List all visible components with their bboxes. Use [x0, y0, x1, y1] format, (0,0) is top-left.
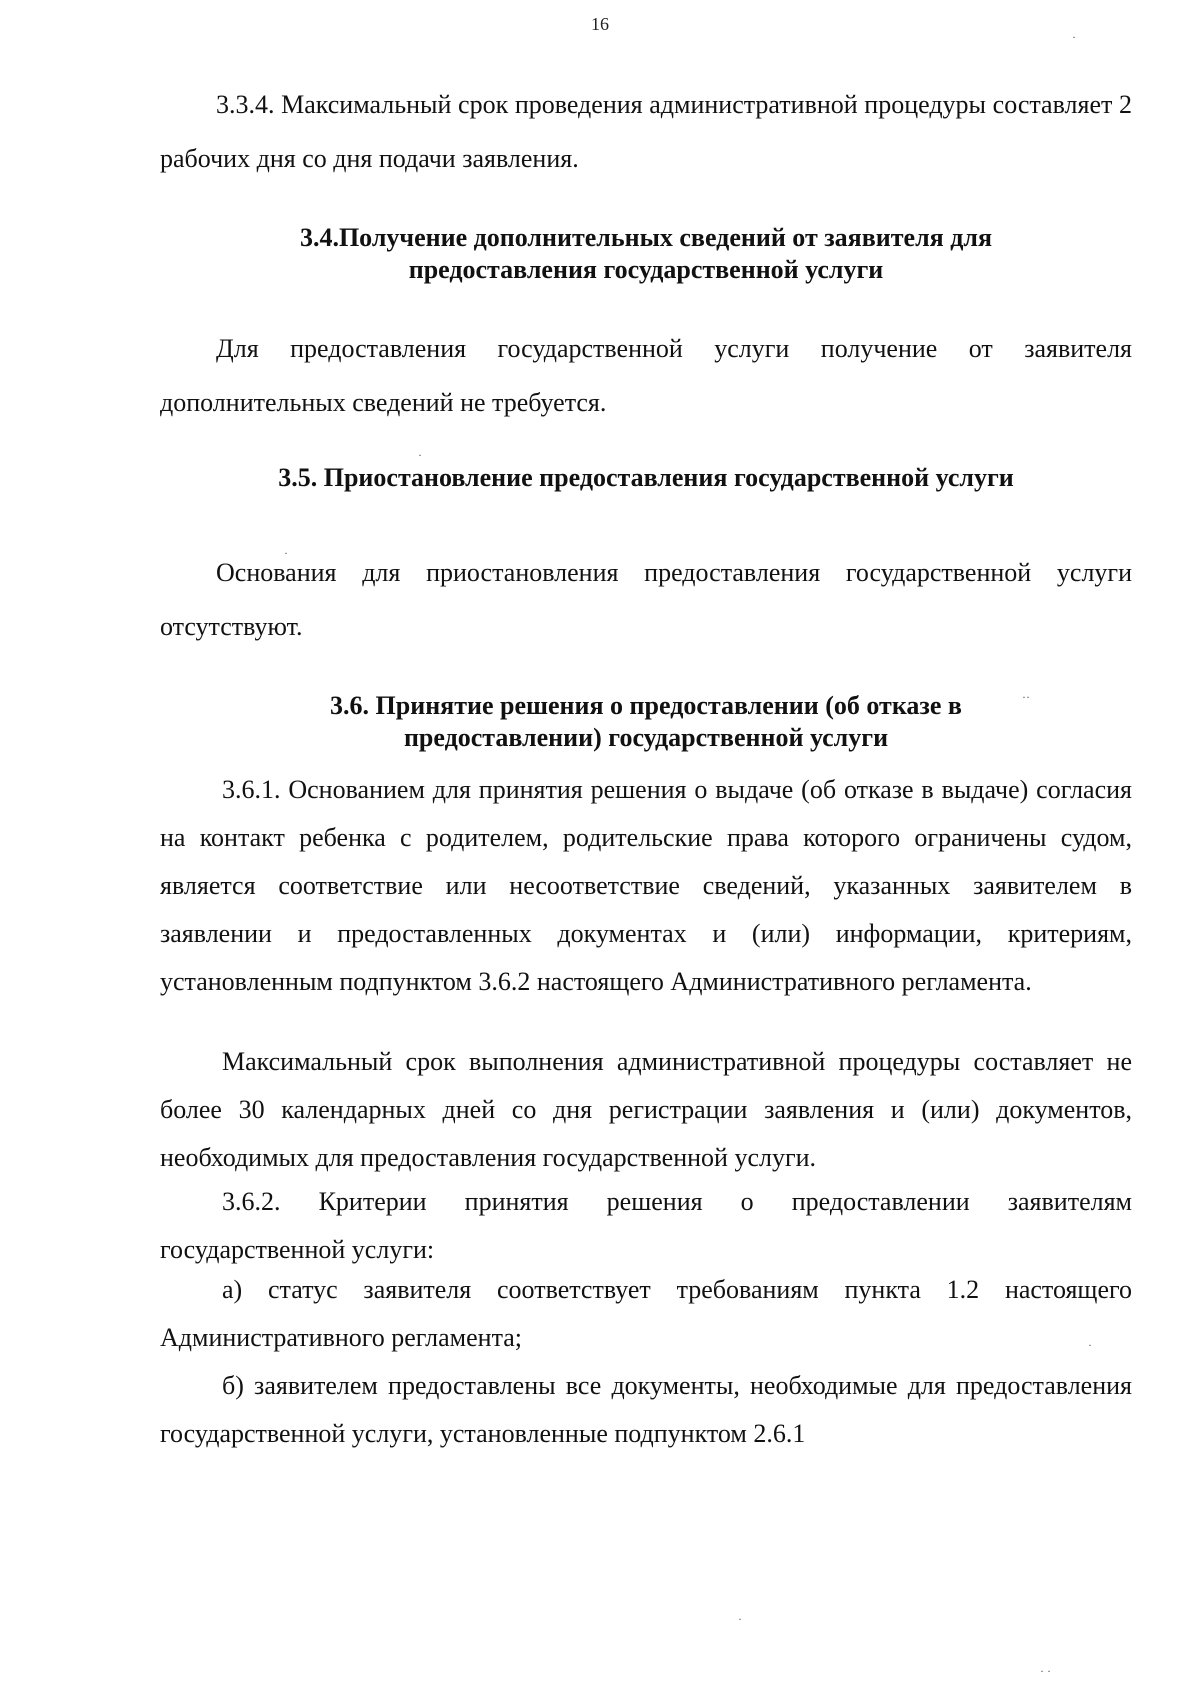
- scan-speck: ·: [1072, 30, 1076, 44]
- heading-3-4-line1: 3.4.Получение дополнительных сведений от заявителя для: [299, 223, 993, 252]
- heading-3-4-line2: предоставления государственной услуги: [408, 255, 884, 284]
- heading-3-5: [160, 462, 1132, 494]
- paragraph-3-5: Основания для приостановления предоставления государственной услуги отсутствуют.: [160, 558, 1132, 641]
- heading-3-6-line2: предоставлении) государственной услуги: [403, 723, 889, 752]
- criterion-b: б) заявителем предоставлены все документы, необходимые для предоставления государственной услуги, установленные подпунктом 2.6.1: [160, 1371, 1132, 1448]
- paragraph-3-6-1: 3.6.1. Основанием для принятия решения о выдаче (об отказе в выдаче) согласия на контакт ребенка с родителем, родительские права которого ограничены судом, является соответствие или несоответствие сведений, указанных заявителем в заявлении и предоставленных документах и (или) информации, критериям, установленным подпунктом 3.6.2 настоящего Административного регламента.: [160, 775, 1132, 996]
- paragraph-3-6-1-term: Максимальный срок выполнения административной процедуры составляет не более 30 календарных дней со дня регистрации заявления и (или) документов, необходимых для предоставления государственной услуги.: [160, 1047, 1132, 1172]
- heading-3-6: [160, 690, 1132, 754]
- scan-speck: ··: [1022, 690, 1030, 704]
- page-number: 16: [591, 14, 609, 34]
- paragraph-3-6-2: 3.6.2. Критерии принятия решения о предоставлении заявителям государственной услуги:: [160, 1187, 1132, 1264]
- scan-speck: ·: [738, 1612, 742, 1626]
- paragraph-3-3-4: 3.3.4. Максимальный срок проведения административной процедуры составляет 2 рабочих дня со дня подачи заявления.: [160, 90, 1132, 173]
- criterion-a: а) статус заявителя соответствует требованиям пункта 1.2 настоящего Административного регламента;: [160, 1275, 1132, 1352]
- scan-speck: ·: [1088, 1338, 1092, 1352]
- heading-3-6-line1: 3.6. Принятие решения о предоставлении (об отказе в: [330, 691, 962, 720]
- paragraph-3-4: Для предоставления государственной услуги получение от заявителя дополнительных сведений не требуется.: [160, 334, 1132, 417]
- scan-speck: ·: [284, 546, 288, 560]
- scan-speck: ·: [418, 448, 422, 462]
- heading-3-4: [160, 222, 1132, 286]
- scan-speck: · ·: [1040, 1664, 1051, 1678]
- heading-3-5-line1: 3.5. Приостановление предоставления государственной услуги: [278, 463, 1014, 492]
